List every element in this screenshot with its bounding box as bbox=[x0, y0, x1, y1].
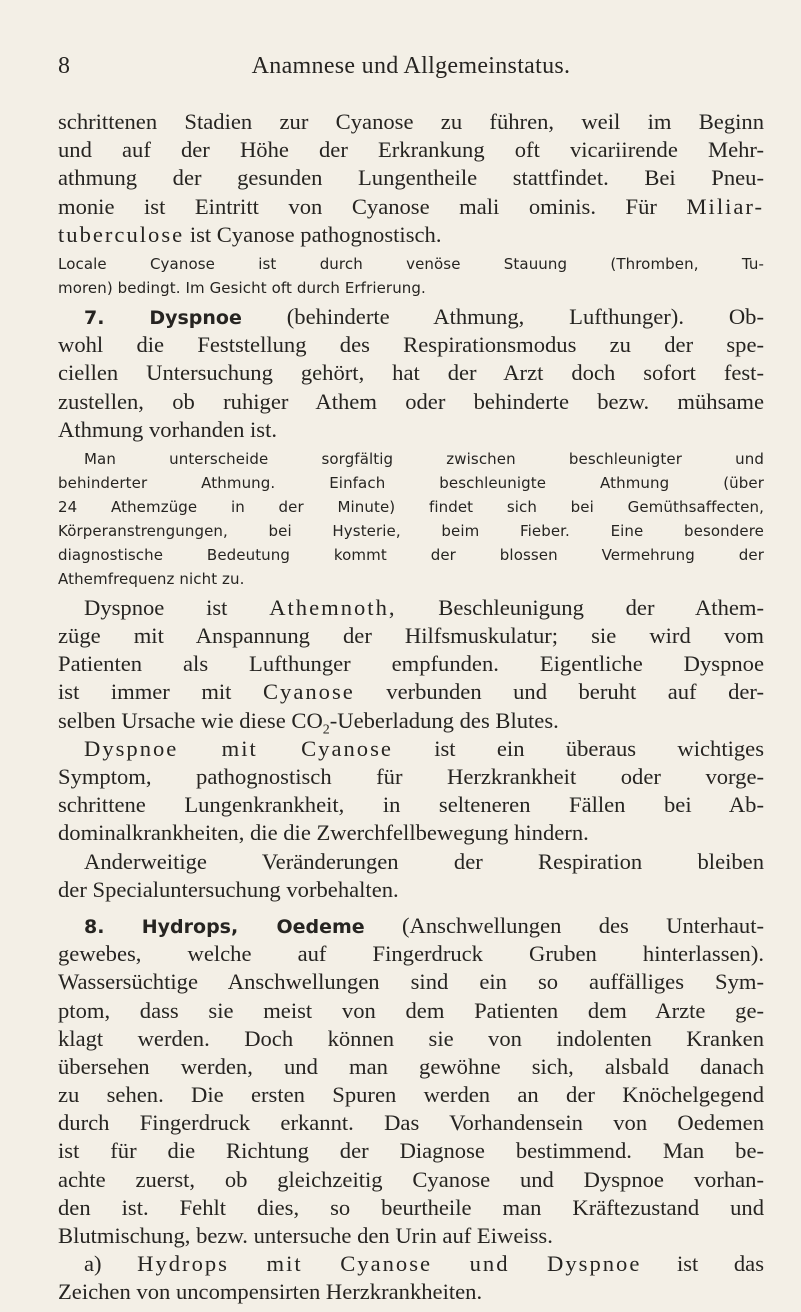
text-line: ist für die Richtung der Diagnose bestimmend. Man be- bbox=[58, 1138, 764, 1164]
small-print-line: diagnostische Bedeutung kommt der blossen Vermehrung der bbox=[58, 545, 764, 564]
section-title: Dyspnoe bbox=[149, 306, 242, 329]
text-line: zu sehen. Die ersten Spuren werden an der Knöchelgegend bbox=[58, 1082, 764, 1108]
section-heading-dyspnoe: 7. Dyspnoe (behinderte Athmung, Lufthunger). Ob- bbox=[84, 303, 764, 329]
small-print-line: moren) bedingt. Im Gesicht oft durch Erfrierung. bbox=[58, 278, 426, 297]
small-print-line: Man unterscheide sorgfältig zwischen beschleunigter und bbox=[84, 449, 764, 468]
emphasis: tuberculose bbox=[58, 221, 185, 247]
text-line: schrittene Lungenkrankheit, in selteneren Fällen bei Ab- bbox=[58, 792, 764, 818]
text-line: dominalkrankheiten, die die Zwerchfellbewegung hindern. bbox=[58, 820, 589, 846]
text-line: monie ist Eintritt von Cyanose mali ominis. Für Miliar- bbox=[58, 193, 764, 219]
emphasis: Dyspnoe mit Cyanose bbox=[84, 735, 393, 761]
text-line: Patienten als Lufthunger empfunden. Eigentliche Dyspnoe bbox=[58, 651, 764, 677]
text-line: selben Ursache wie diese $CO_2$-Ueberladung des Blutes. bbox=[58, 707, 764, 735]
text-line: Athmung vorhanden ist. bbox=[58, 416, 278, 442]
text-line: achte zuerst, ob gleichzeitig Cyanose und Dyspnoe vorhan- bbox=[58, 1166, 764, 1192]
text-line: übersehen werden, und man gewöhne sich, alsbald danach bbox=[58, 1053, 764, 1079]
section-heading-hydrops: 8. Hydrops, Oedeme (Anschwellungen des Unterhaut- bbox=[84, 912, 764, 938]
text-line: schrittenen Stadien zur Cyanose zu führen, weil im Beginn bbox=[58, 109, 764, 134]
text-line: athmung der gesunden Lungentheile stattfindet. Bei Pneu- bbox=[58, 165, 764, 191]
small-print-line: behinderter Athmung. Einfach beschleunigte Athmung (über bbox=[58, 473, 764, 492]
emphasis: Cyanose bbox=[262, 679, 355, 705]
running-title: Anamnese und Allgemeinstatus. bbox=[251, 53, 571, 79]
small-print-line: Athemfrequenz nicht zu. bbox=[58, 569, 245, 588]
text-line: ciellen Untersuchung gehört, hat der Arzt doch sofort fest- bbox=[58, 360, 764, 386]
text-line: tuberculose ist Cyanose pathognostisch. bbox=[58, 221, 442, 247]
page-header bbox=[58, 50, 764, 82]
small-print-line: Körperanstrengungen, bei Hysterie, beim Fieber. Eine besondere bbox=[58, 521, 764, 540]
text-line: ist immer mit Cyanose verbunden und beruht auf der- bbox=[58, 679, 764, 705]
small-print-line: Locale Cyanose ist durch venöse Stauung (Thromben, Tu- bbox=[58, 254, 764, 273]
text-line: a) Hydrops mit Cyanose und Dyspnoe ist das bbox=[84, 1251, 764, 1277]
text-line: Dyspnoe mit Cyanose ist ein überaus wichtiges bbox=[84, 735, 764, 761]
small-print-line: 24 Athemzüge in der Minute) findet sich bei Gemüthsaffecten, bbox=[58, 497, 764, 516]
text-line: den ist. Fehlt dies, so beurtheile man Kräftezustand und bbox=[58, 1194, 764, 1220]
text-line: Zeichen von uncompensirten Herzkrankheiten. bbox=[58, 1279, 483, 1305]
text-line: und auf der Höhe der Erkrankung oft vicariirende Mehr- bbox=[58, 137, 764, 163]
text-line: wohl die Feststellung des Respirationsmodus zu der spe- bbox=[58, 332, 764, 358]
text-line: Blutmischung, bezw. untersuche den Urin auf Eiweiss. bbox=[58, 1223, 553, 1248]
subscript: 2 bbox=[322, 722, 330, 735]
emphasis: Hydrops mit Cyanose und Dyspnoe bbox=[137, 1251, 642, 1277]
text-line: Anderweitige Veränderungen der Respiration bleiben bbox=[84, 848, 764, 874]
text-line: der Specialuntersuchung vorbehalten. bbox=[58, 876, 399, 902]
text-line: gewebes, welche auf Fingerdruck Gruben hinterlassen). bbox=[58, 941, 764, 967]
page-number: 8 bbox=[58, 53, 70, 79]
section-title: Hydrops, Oedeme bbox=[141, 915, 365, 938]
text-line: klagt werden. Doch können sie von indolenten Kranken bbox=[58, 1025, 764, 1051]
text-line: züge mit Anspannung der Hilfsmuskulatur; sie wird vom bbox=[58, 623, 764, 649]
text-line: Wassersüchtige Anschwellungen sind ein so auffälliges Sym- bbox=[58, 969, 764, 995]
page-body bbox=[58, 108, 764, 1307]
emphasis: Athemnoth, bbox=[269, 594, 397, 620]
text-line: Symptom, pathognostisch für Herzkrankheit oder vorge- bbox=[58, 764, 764, 789]
emphasis: Miliar- bbox=[686, 193, 764, 219]
text-line: Dyspnoe ist Athemnoth, Beschleunigung der Athem- bbox=[84, 594, 764, 620]
text-line: ptom, dass sie meist von dem Patienten dem Arzte ge- bbox=[58, 997, 764, 1023]
text-line: zustellen, ob ruhiger Athem oder behinderte bezw. mühsame bbox=[58, 388, 764, 414]
text-line: durch Fingerdruck erkannt. Das Vorhandensein von Oedemen bbox=[58, 1110, 764, 1136]
